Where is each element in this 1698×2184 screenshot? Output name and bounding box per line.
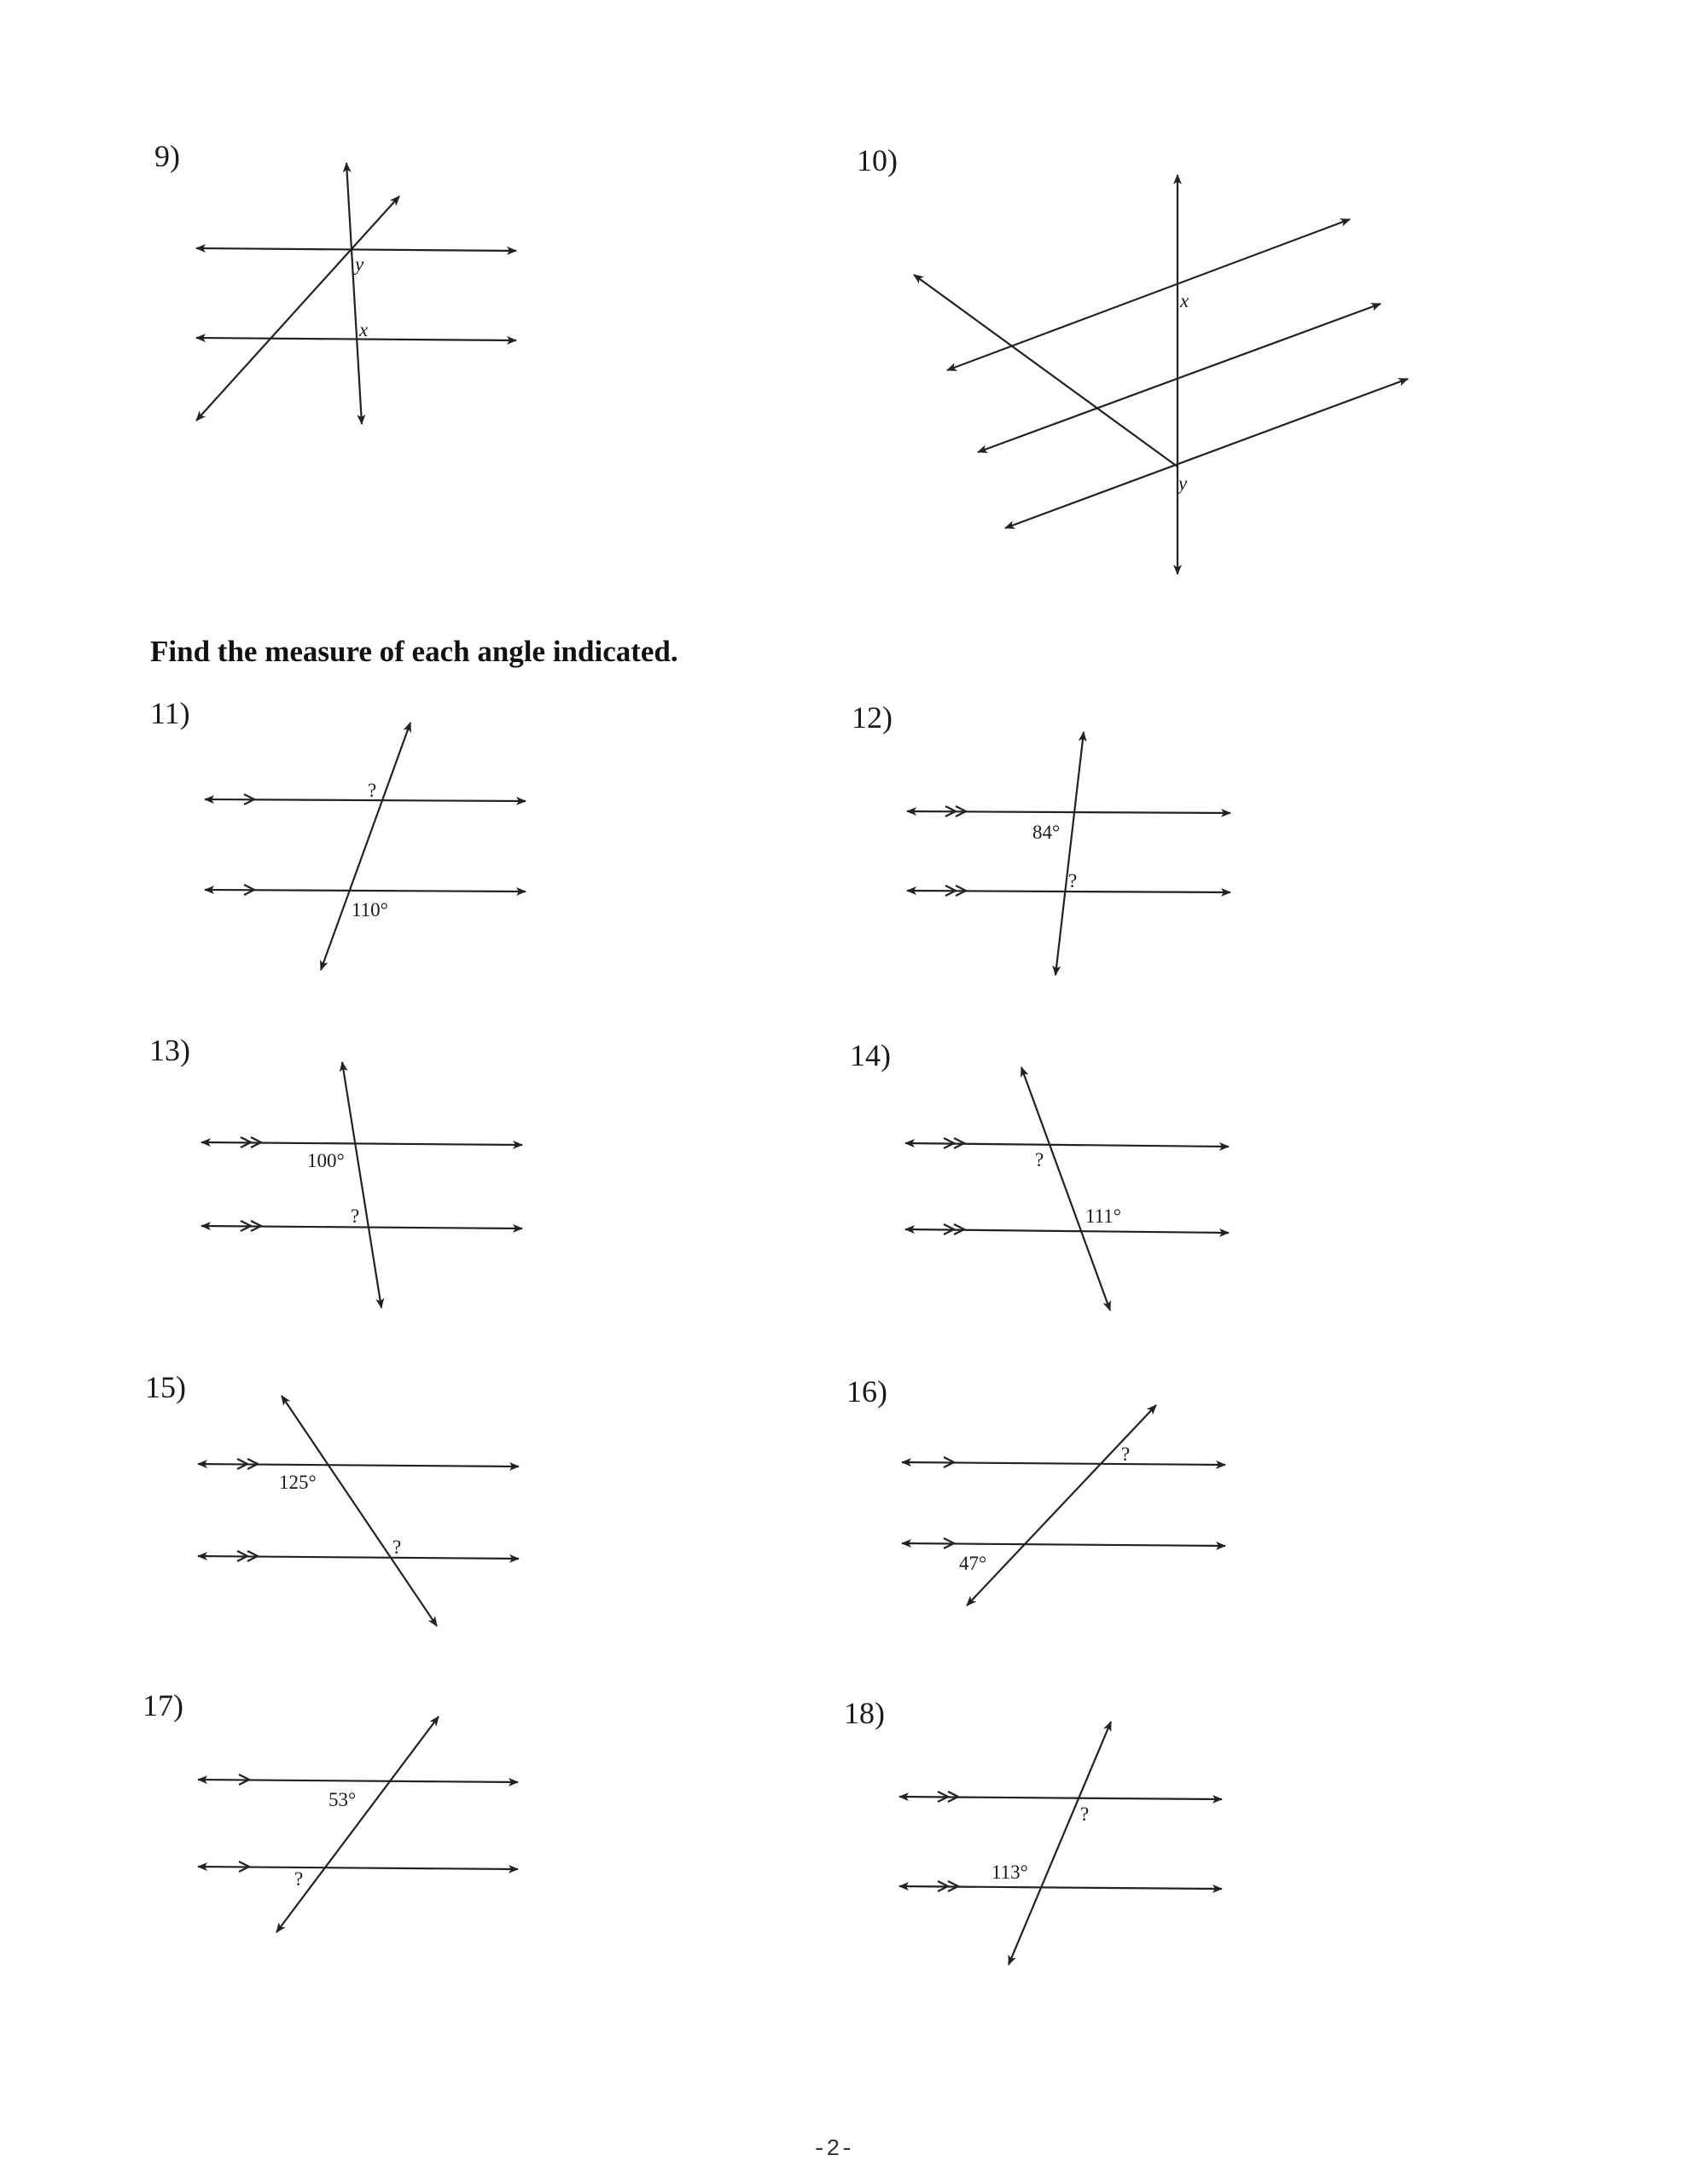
problem-number: 15) xyxy=(145,1370,186,1404)
transversal xyxy=(342,1062,381,1308)
angle-label-given: 125° xyxy=(279,1472,317,1493)
problem-number: 14) xyxy=(850,1038,891,1072)
angle-label-given: 111° xyxy=(1085,1205,1121,1227)
problem-number: 18) xyxy=(844,1696,885,1730)
problem-number: 11) xyxy=(150,696,190,730)
problem-18 xyxy=(844,1696,1222,1965)
slanted-line-1 xyxy=(947,219,1350,370)
problem-17 xyxy=(142,1688,518,1932)
angle-label-unknown: ? xyxy=(1035,1149,1044,1170)
angle-label-given: 53° xyxy=(329,1789,357,1810)
angle-label-unknown: ? xyxy=(393,1536,402,1558)
angle-label-unknown: ? xyxy=(294,1868,304,1890)
slanted-line-2 xyxy=(978,304,1381,452)
transversal xyxy=(321,723,410,970)
angle-label-x: x xyxy=(359,319,369,340)
angle-label-unknown: ? xyxy=(1068,870,1078,892)
angle-label-given: 113° xyxy=(991,1862,1028,1883)
angle-label-given: 47° xyxy=(959,1553,987,1574)
parallel-line-top xyxy=(196,248,516,251)
angle-label-x: x xyxy=(1180,290,1189,311)
transversal xyxy=(282,1396,437,1626)
section-heading: Find the measure of each angle indicated. xyxy=(150,635,678,668)
problem-number: 12) xyxy=(852,700,893,735)
angle-label-given: 110° xyxy=(352,899,388,921)
problem-number: 17) xyxy=(142,1688,183,1722)
transversal xyxy=(1009,1722,1111,1965)
problem-12 xyxy=(852,700,1230,975)
problem-15 xyxy=(145,1370,519,1626)
angle-label-given: 84° xyxy=(1032,822,1061,843)
angle-label-unknown: ? xyxy=(368,780,377,801)
angle-label-unknown: ? xyxy=(1080,1804,1090,1825)
problem-16 xyxy=(846,1374,1225,1606)
transversal xyxy=(967,1405,1156,1606)
problem-9 xyxy=(154,139,516,424)
problem-11 xyxy=(150,696,526,970)
transversal xyxy=(1021,1067,1110,1310)
transversal-diagonal xyxy=(196,196,399,421)
transversal xyxy=(276,1716,439,1932)
problem-13 xyxy=(149,1033,522,1308)
slanted-line-3 xyxy=(1005,379,1408,528)
problem-number: 13) xyxy=(149,1033,190,1067)
angle-label-given: 100° xyxy=(307,1150,345,1171)
problem-14 xyxy=(850,1038,1229,1310)
problem-number: 16) xyxy=(846,1374,887,1409)
problem-10 xyxy=(857,143,1408,574)
transversal xyxy=(1055,732,1084,975)
angle-label-y: y xyxy=(1178,473,1188,494)
ray-diagonal xyxy=(914,275,1178,467)
transversal-vertical xyxy=(346,163,362,424)
angle-label-unknown: ? xyxy=(351,1205,360,1227)
angle-label-unknown: ? xyxy=(1121,1443,1131,1465)
angle-label-y: y xyxy=(355,253,364,275)
problem-number: 9) xyxy=(154,139,180,173)
page-number: -2- xyxy=(812,2137,854,2163)
problem-number: 10) xyxy=(857,143,898,177)
